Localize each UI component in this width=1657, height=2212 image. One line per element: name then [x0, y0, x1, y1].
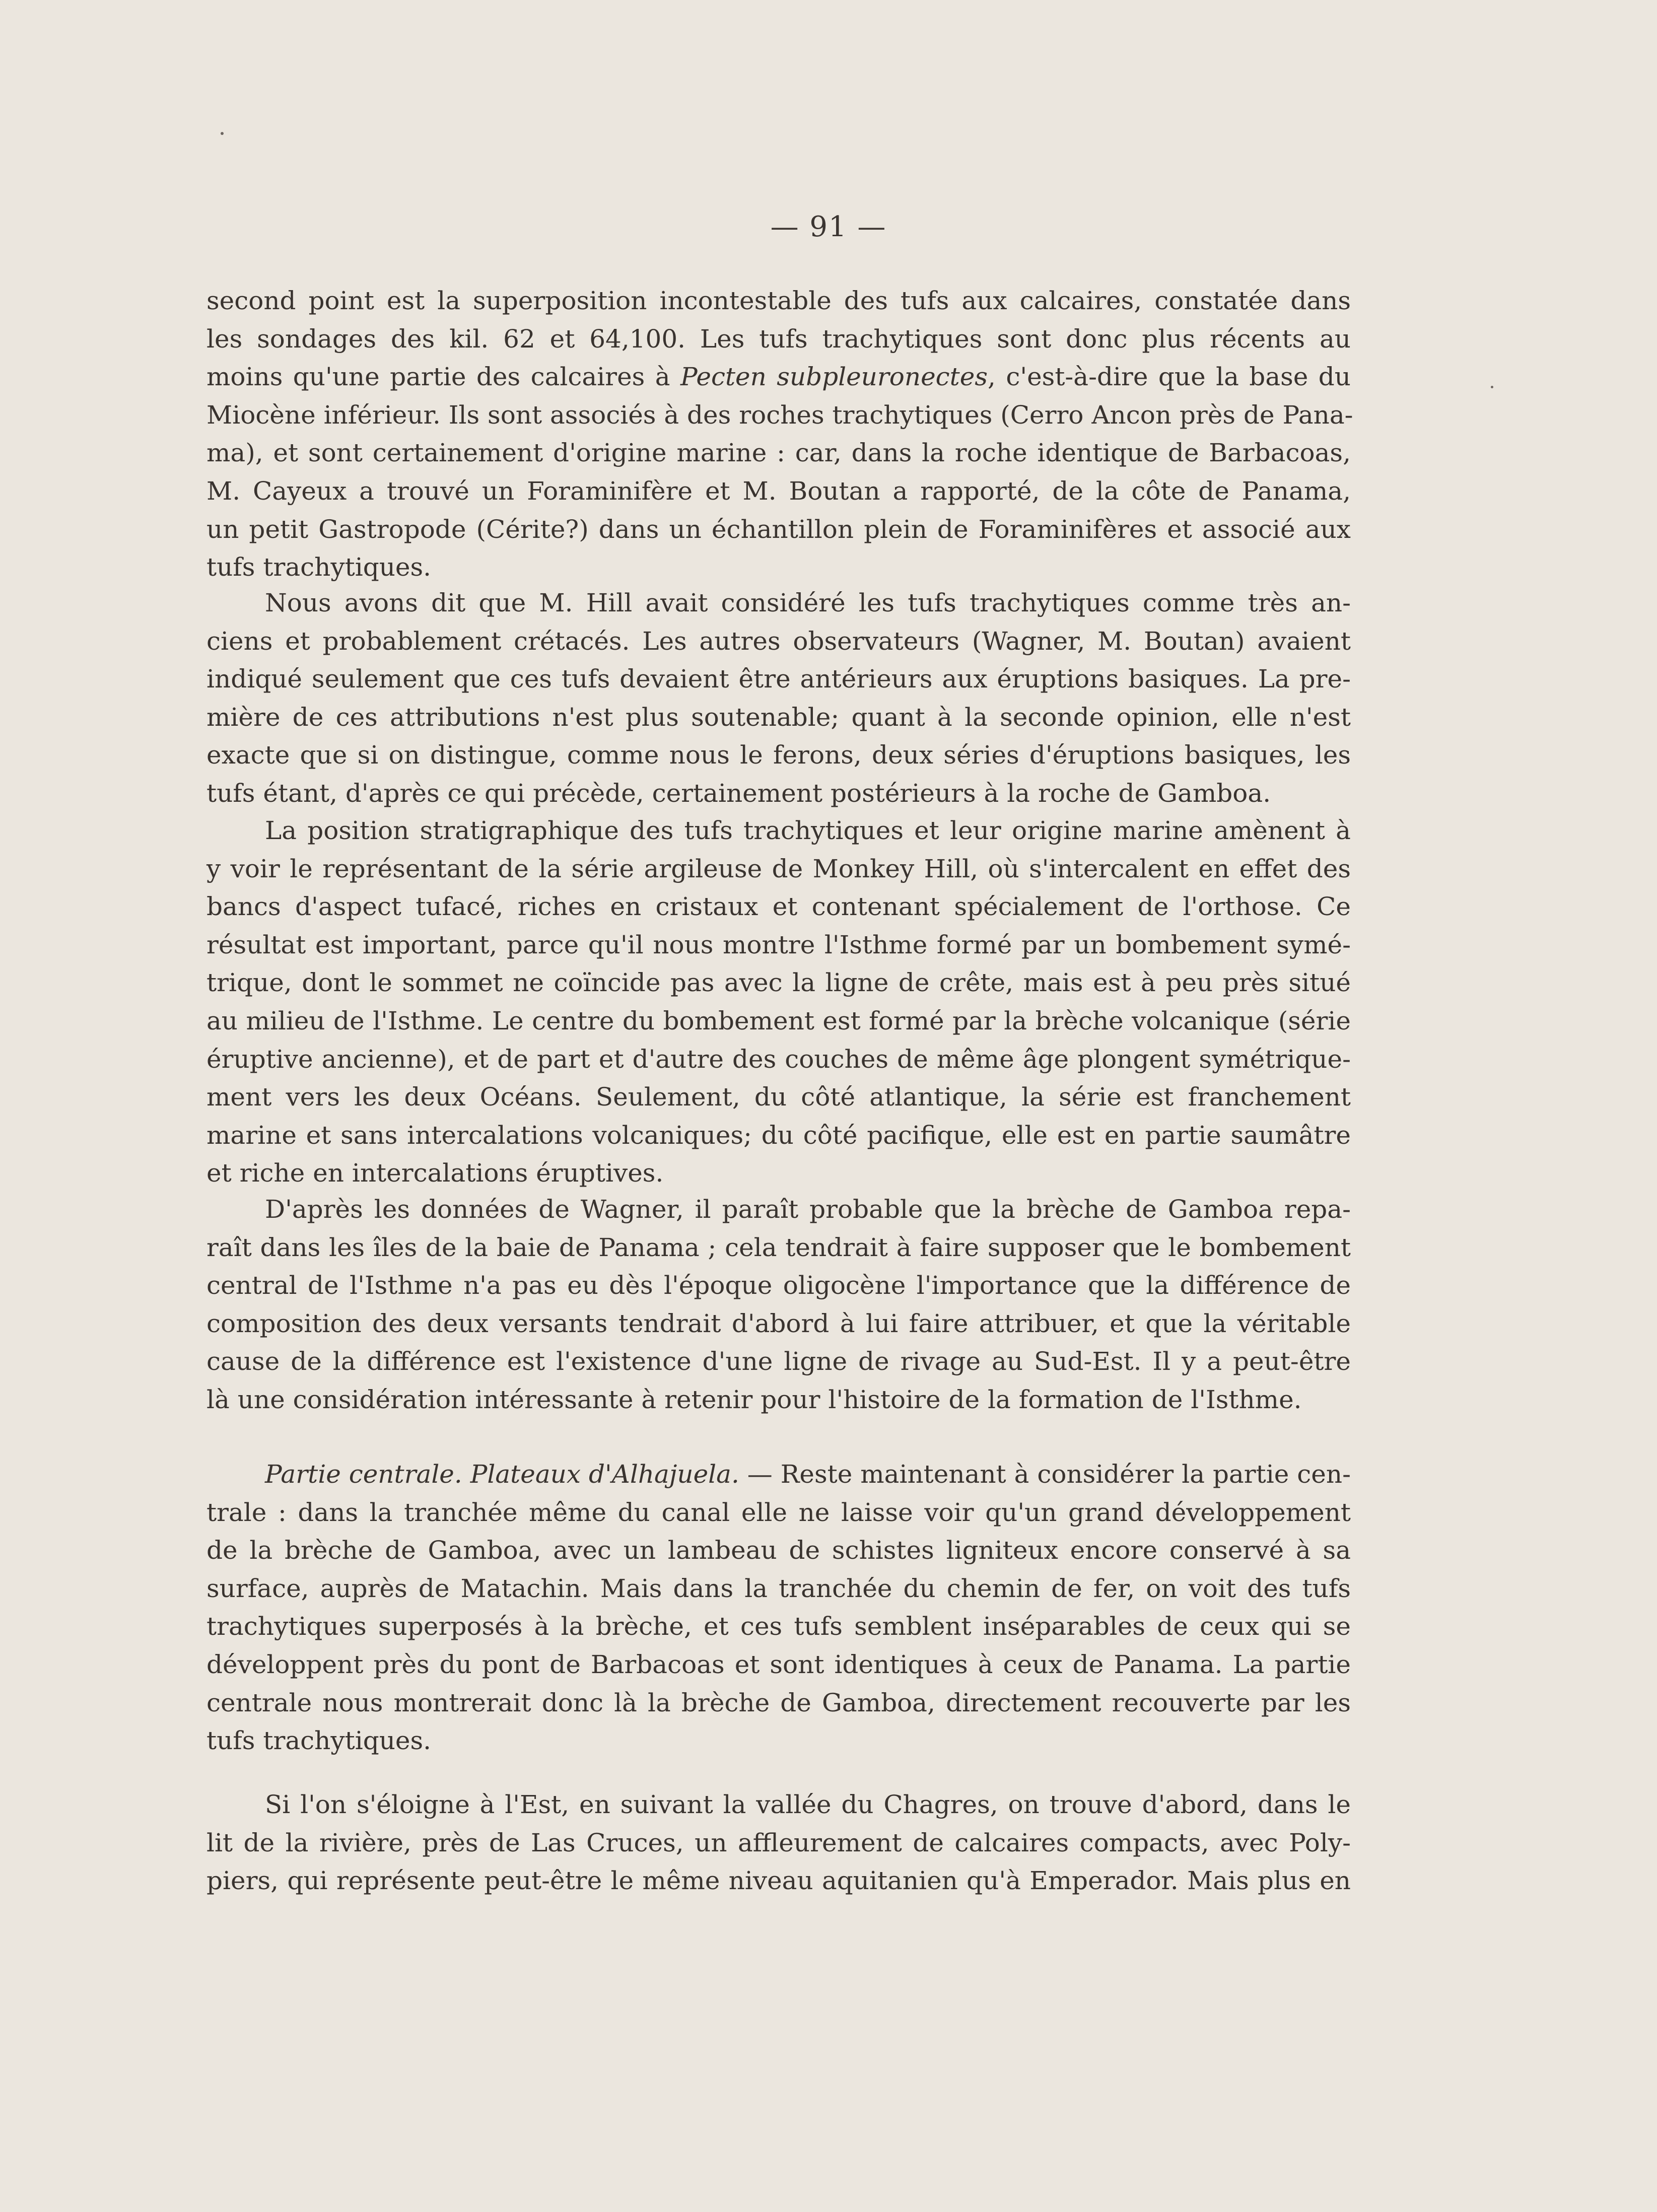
text-line: tufs étant, d'après ce qui précède, certainement postérieurs à la roche de Gamboa.: [206, 778, 1271, 808]
text-line: ciens et probablement crétacés. Les autres observateurs (Wagner, M. Boutan) avaient: [206, 626, 1351, 656]
text-line: piers, qui représente peut-être le même niveau aquitanien qu'à Emperador. Mais plus en: [206, 1866, 1351, 1896]
text-line: central de l'Isthme n'a pas eu dès l'époque oligocène l'importance que la différence de: [206, 1271, 1351, 1300]
text-line: ment vers les deux Océans. Seulement, du côté atlantique, la série est franchement: [206, 1082, 1351, 1112]
text-line: trique, dont le sommet ne coïncide pas avec la ligne de crête, mais est à peu près situé: [206, 968, 1351, 998]
scan-speck: [221, 132, 224, 135]
text-line: lit de la rivière, près de Las Cruces, un affleurement de calcaires compacts, avec Poly-: [206, 1828, 1351, 1857]
text-line: exacte que si on distingue, comme nous le ferons, deux séries d'éruptions basiques, les: [206, 740, 1351, 770]
text-line: moins qu'une partie des calcaires à Pecten subpleuronectes, c'est-à-dire que la base du: [206, 362, 1351, 392]
text-line: marine et sans intercalations volcaniques; du côté pacifique, elle est en partie saumâtre: [206, 1120, 1351, 1150]
scan-speck: [1491, 386, 1493, 388]
text-line: Partie centrale. Plateaux d'Alhajuela. — Reste maintenant à considérer la partie cen-: [265, 1460, 1351, 1489]
text-line: tufs trachytiques.: [206, 1726, 432, 1756]
text-line: Nous avons dit que M. Hill avait considéré les tufs trachytiques comme très an-: [265, 588, 1351, 617]
text-line: de la brèche de Gamboa, avec un lambeau de schistes ligniteux encore conservé à sa: [206, 1536, 1351, 1565]
text-line: mière de ces attributions n'est plus soutenable; quant à la seconde opinion, elle n'est: [206, 702, 1351, 732]
paragraph: [206, 812, 1351, 1193]
italic-term: Partie centrale. Plateaux d'Alhajuela.: [265, 1460, 739, 1489]
text-line: ma), et sont certainement d'origine marine : car, dans la roche identique de Barbacoas,: [206, 438, 1351, 468]
paragraph-continuation: [206, 282, 1351, 587]
text-line: La position stratigraphique des tufs trachytiques et leur origine marine amènent à: [265, 816, 1351, 845]
section-paragraph: [206, 1456, 1351, 1760]
text-line: là une considération intéressante à retenir pour l'histoire de la formation de l'Isthme.: [206, 1385, 1302, 1414]
text-line: les sondages des kil. 62 et 64,100. Les tufs trachytiques sont donc plus récents au: [206, 324, 1351, 354]
paragraph: [206, 1191, 1351, 1419]
text-line: D'après les données de Wagner, il paraît probable que la brèche de Gamboa repa-: [265, 1195, 1351, 1224]
text-line: Si l'on s'éloigne à l'Est, en suivant la vallée du Chagres, on trouve d'abord, dans le: [265, 1790, 1351, 1819]
text-line: cause de la différence est l'existence d'une ligne de rivage au Sud-Est. Il y a peut-être: [206, 1347, 1351, 1376]
text-line: un petit Gastropode (Cérite?) dans un échantillon plein de Foraminifères et associé aux: [206, 514, 1351, 544]
paragraph: [206, 1786, 1351, 1900]
text-line: composition des deux versants tendrait d'abord à lui faire attribuer, et que la véritable: [206, 1308, 1351, 1338]
text-line: M. Cayeux a trouvé un Foraminifère et M. Boutan a rapporté, de la côte de Panama,: [206, 476, 1351, 506]
paragraph: [206, 584, 1351, 813]
italic-term: Pecten subpleuronectes: [680, 362, 988, 392]
text-line: raît dans les îles de la baie de Panama ; cela tendrait à faire supposer que le bombement: [206, 1232, 1351, 1262]
text-line: développent près du pont de Barbacoas et sont identiques à ceux de Panama. La partie: [206, 1649, 1351, 1679]
text-line: résultat est important, parce qu'il nous montre l'Isthme formé par un bombement symé-: [206, 930, 1351, 959]
text-line: centrale nous montrerait donc là la brèche de Gamboa, directement recouverte par les: [206, 1688, 1351, 1717]
text-line: second point est la superposition incontestable des tufs aux calcaires, constatée dans: [206, 286, 1351, 315]
page-number: — 91 —: [770, 211, 887, 243]
text-line: trale : dans la tranchée même du canal elle ne laisse voir qu'un grand développement: [206, 1497, 1351, 1527]
text-line: trachytiques superposés à la brèche, et ces tufs semblent inséparables de ceux qui se: [206, 1612, 1351, 1641]
text-line: tufs trachytiques.: [206, 552, 432, 582]
text-line: y voir le représentant de la série argileuse de Monkey Hill, où s'intercalent en effet des: [206, 854, 1351, 883]
text-line: bancs d'aspect tufacé, riches en cristaux et contenant spécialement de l'orthose. Ce: [206, 892, 1351, 922]
text-line: au milieu de l'Isthme. Le centre du bombement est formé par la brèche volcanique (série: [206, 1006, 1351, 1035]
text-line: et riche en intercalations éruptives.: [206, 1158, 664, 1188]
text-line: Miocène inférieur. Ils sont associés à des roches trachytiques (Cerro Ancon près de Pana-: [206, 400, 1353, 430]
text-line: indiqué seulement que ces tufs devaient être antérieurs aux éruptions basiques. La pre-: [206, 664, 1351, 694]
text-line: éruptive ancienne), et de part et d'autre des couches de même âge plongent symétrique-: [206, 1044, 1351, 1074]
text-line: surface, auprès de Matachin. Mais dans la tranchée du chemin de fer, on voit des tufs: [206, 1573, 1351, 1603]
